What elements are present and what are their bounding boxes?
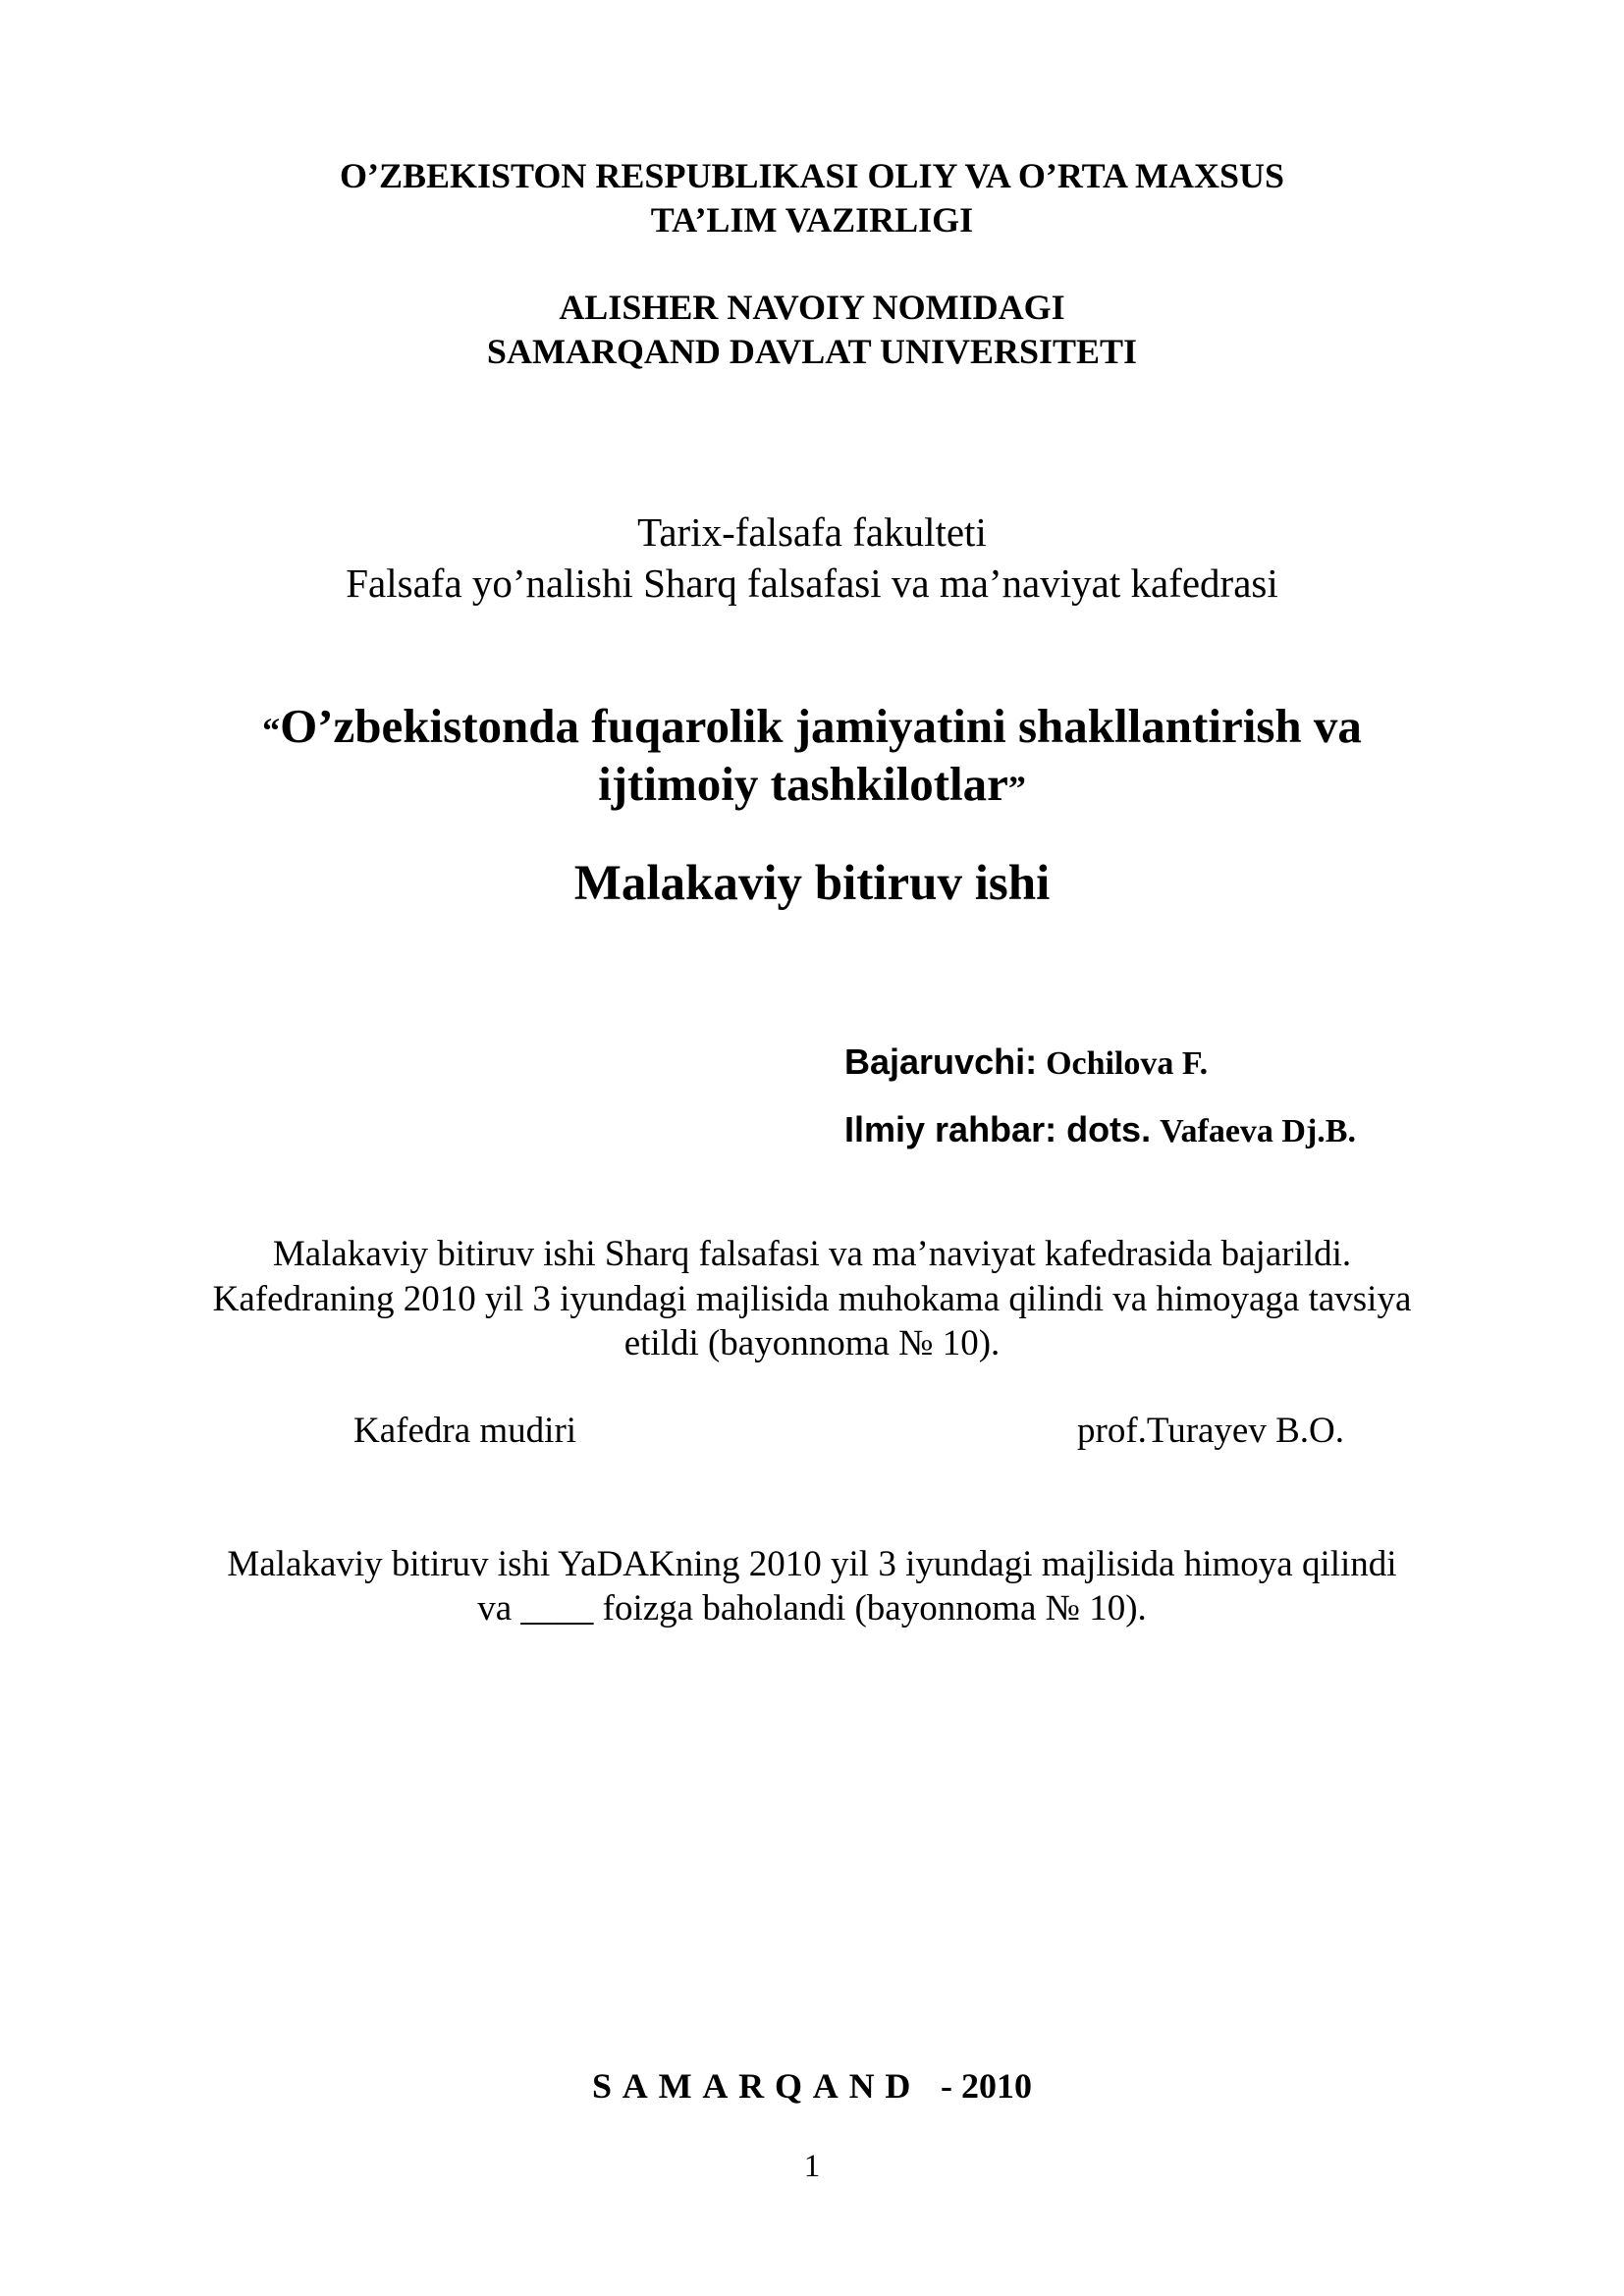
- faculty-name: Tarix-falsafa fakulteti: [637, 509, 987, 555]
- page-number: 1: [803, 2149, 821, 2184]
- department-name: Falsafa yo’nalishi Sharq falsafasi va ma’naviyat kafedrasi: [346, 561, 1278, 606]
- university-line-2: SAMARQAND DAVLAT UNIVERSITETI: [486, 332, 1138, 371]
- signature-role: Kafedra mudiri: [353, 1411, 577, 1451]
- performer-name: Ochilova F.: [1046, 1045, 1209, 1082]
- city-name: SAMARQAND: [591, 2066, 922, 2106]
- thesis-subtitle: Malakaviy bitiruv ishi: [573, 856, 1051, 911]
- thesis-title-line-2: [0, 756, 1624, 812]
- defense-note-line-2: va ____ foizga baholandi (bayonnoma № 10).: [477, 1588, 1147, 1629]
- thesis-title-line-1: [0, 698, 1624, 754]
- supervisor-label: Ilmiy rahbar: dots.: [844, 1109, 1152, 1149]
- university-line-1: ALISHER NAVOIY NOMIDAGI: [559, 288, 1065, 327]
- close-quote: ”: [1007, 769, 1026, 808]
- supervisor-name: Vafaeva Dj.B.: [1160, 1113, 1356, 1149]
- performer-line: [844, 1041, 1208, 1083]
- year: - 2010: [941, 2066, 1032, 2106]
- open-quote: “: [262, 711, 281, 750]
- ministry-line-1: O’ZBEKISTON RESPUBLIKASI OLIY VA O’RTA MAXSUS: [340, 156, 1284, 195]
- signature-name: prof.Turayev B.O.: [1077, 1411, 1345, 1451]
- title-text-1: O’zbekistonda fuqarolik jamiyatini shakllantirish va: [280, 699, 1362, 753]
- defense-note-line-1: Malakaviy bitiruv ishi YaDAKning 2010 yil 3 iyundagi majlisida himoya qilindi: [227, 1544, 1397, 1584]
- title-text-2: ijtimoiy tashkilotlar: [598, 757, 1008, 811]
- performer-label: Bajaruvchi:: [844, 1041, 1038, 1082]
- ministry-line-2: TA’LIM VAZIRLIGI: [650, 200, 974, 240]
- supervisor-line: [844, 1109, 1356, 1150]
- city-year: [0, 2065, 1624, 2107]
- department-note-line-2: Kafedraning 2010 yil 3 iyundagi majlisida muhokama qilindi va himoyaga tavsiya: [212, 1279, 1412, 1319]
- department-note-line-3: etildi (bayonnoma № 10).: [623, 1323, 1001, 1363]
- department-note-line-1: Malakaviy bitiruv ishi Sharq falsafasi va ma’naviyat kafedrasida bajarildi.: [272, 1234, 1352, 1274]
